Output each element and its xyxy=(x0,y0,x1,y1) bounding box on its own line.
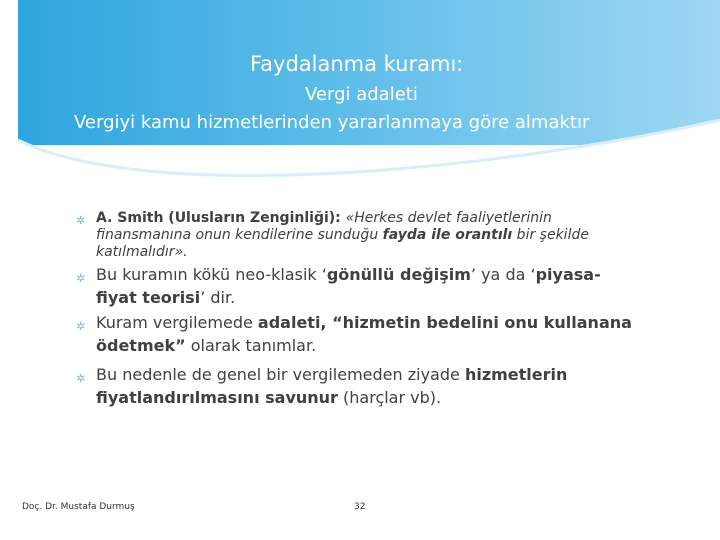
bullet-1-part-2: «Herkes devlet faaliyetlerinin finansmanına onun kendilerine sunduğu xyxy=(96,210,552,243)
bullet-star-icon: ✲ xyxy=(76,320,86,333)
bullet-4-part-1: Bu nedenle de genel bir vergilemeden ziyade xyxy=(96,365,465,384)
bullet-star-icon: ✲ xyxy=(76,272,86,285)
bullet-4-part-2: hizmetlerin fiyatlandırılmasını savunur xyxy=(96,365,568,407)
slide-subtitle-2: Vergiyi kamu hizmetlerinden yararlanmaya göre almaktır xyxy=(74,112,590,133)
footer-author: Doç. Dr. Mustafa Durmuş xyxy=(22,502,135,512)
bullet-2-part-3: ’ ya da ‘ xyxy=(470,265,536,284)
bullet-2-part-4: piyasa-fiyat teorisi xyxy=(96,265,601,307)
bullet-2-part-2: gönüllü değişim xyxy=(326,265,471,284)
bullet-2-part-5: ’ dir. xyxy=(200,288,236,307)
bullet-item-4 xyxy=(76,363,636,409)
bullet-1-part-1: A. Smith (Ulusların Zenginliği): xyxy=(96,210,346,226)
slide-subtitle-1: Vergi adaleti xyxy=(305,84,418,105)
bullet-star-icon: ✲ xyxy=(76,214,86,227)
bullet-2-part-1: Bu kuramın kökü neo-klasik ‘ xyxy=(96,265,327,284)
bullet-3-part-1: Kuram vergilemede xyxy=(96,313,258,332)
bullet-4-part-3: (harçlar vb). xyxy=(337,388,442,407)
bullet-item-2 xyxy=(76,263,636,309)
bullet-1-part-4: bir şekilde katılmalıdır». xyxy=(96,227,589,260)
bullet-item-1 xyxy=(76,210,636,261)
slide-title: Faydalanma kuramı: xyxy=(250,52,464,76)
page-number: 32 xyxy=(354,502,366,512)
bullet-star-icon: ✲ xyxy=(76,372,86,385)
bullet-item-3 xyxy=(76,311,636,357)
bullet-3-part-3: olarak tanımlar. xyxy=(185,336,317,355)
bullet-3-part-2: adaleti, “hizmetin bedelini onu kullanana ödetmek” xyxy=(96,313,632,355)
bullet-1-part-3: fayda ile orantılı xyxy=(382,227,513,243)
bullet-list xyxy=(76,210,636,409)
